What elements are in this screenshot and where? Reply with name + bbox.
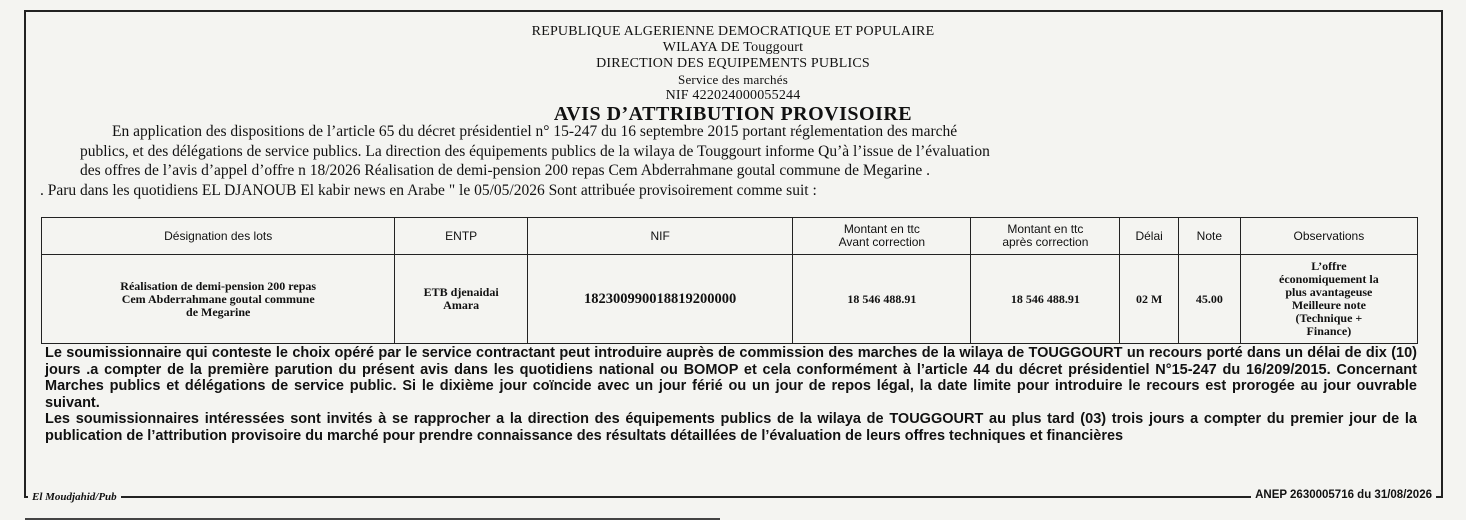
cell-montant-apres: 18 546 488.91 <box>971 255 1120 344</box>
anep-reference: ANEP 2630005716 du 31/08/2026 <box>1251 489 1436 501</box>
intro-paragraph <box>40 122 1430 200</box>
republic-heading: REPUBLIQUE ALGERIENNE DEMOCRATIQUE ET POPULAIRE <box>531 24 935 39</box>
obs-line3: plus avantageuse <box>1285 285 1373 299</box>
header-observations: Observations <box>1240 218 1417 255</box>
results-paragraph: Les soumissionnaires intéressées sont invités à se rapprocher a la direction des équipements publics de la wilaya de TOUGGOURT au plus tard (03) trois jours a compter du premier jour de la publication de l’attribution provisoire du marché pour prendre connaissance des résultats détaillées de l’évaluation de leurs offres techniques et financières <box>45 411 1417 444</box>
obs-line5: (Technique + <box>1295 311 1363 325</box>
recourse-paragraph: Le soumissionnaire qui conteste le choix opéré par le service contractant peut introduire auprès de commission des marches de la wilaya de TOUGGOURT un recours porté dans un délai de dix (10) jours .a compter de la première parution du présent avis dans les quotidiens national ou BOMOP et cela conformément à l’article 44 du décret présidentiel N°15-247 du 16/209/2015. Concernant Marches publics et délégations de service public. Si le dixième jour coïncide avec un jour férié ou un jour de repos légal, la date limite pour introduire le recours est prorogée au jour ouvrable suivant. <box>45 345 1417 411</box>
cell-montant-avant: 18 546 488.91 <box>793 255 971 344</box>
table-row <box>42 255 1418 344</box>
table-header-row <box>42 218 1418 255</box>
entp-line2: Amara <box>443 298 480 312</box>
attribution-table <box>41 217 1418 344</box>
header-montant-avant-line1: Montant en ttc <box>843 222 920 236</box>
header-montant-apres-line2: après correction <box>1002 235 1089 249</box>
intro-line-4: . Paru dans les quotidiens EL DJANOUB El kabir news en Arabe " le 05/05/2026 Sont attribuée provisoirement comme suit : <box>40 181 817 199</box>
header-designation: Désignation des lots <box>42 218 395 255</box>
header-note: Note <box>1178 218 1240 255</box>
cell-observations <box>1240 255 1417 344</box>
designation-line3: de Megarine <box>186 304 251 319</box>
header-montant-avant-line2: Avant correction <box>838 235 926 249</box>
cell-entp <box>395 255 528 344</box>
obs-line6: Finance) <box>1306 324 1352 338</box>
nif-heading: NIF 422024000055244 <box>665 88 801 103</box>
obs-line4: Meilleure note <box>1291 298 1366 312</box>
intro-line-2: publics, et des délégations de service publics. La direction des équipements publics de la wilaya de Touggourt informe Qu’à l’issue de l’évaluation <box>80 142 990 160</box>
header-montant-apres <box>971 218 1120 255</box>
cell-delai: 02 M <box>1120 255 1179 344</box>
intro-line-1: En application des dispositions de l’article 65 du décret présidentiel n° 15-247 du 16 septembre 2015 portant réglementation des marché <box>112 123 958 140</box>
designation-line1: Réalisation de demi-pension 200 repas <box>120 278 317 293</box>
entp-line1: ETB djenaidai <box>423 285 499 299</box>
cell-note: 45.00 <box>1178 255 1240 344</box>
intro-line-3: des offres de l’avis d’appel d’offre n 18/2026 Réalisation de demi-pension 200 repas Cem Abderrahmane goutal commune de Megarine . <box>80 162 930 179</box>
cell-nif: 182300990018819200000 <box>527 255 792 344</box>
wilaya-heading: WILAYA DE Touggourt <box>662 40 804 55</box>
designation-line2: Cem Abderrahmane goutal commune <box>121 291 315 306</box>
header-montant-avant <box>793 218 971 255</box>
header-entp: ENTP <box>395 218 528 255</box>
conditions-text <box>45 345 1417 444</box>
header-montant-apres-line1: Montant en ttc <box>1007 222 1084 236</box>
publisher-credit: El Moudjahid/Pub <box>28 491 121 503</box>
direction-heading: DIRECTION DES EQUIPEMENTS PUBLICS <box>596 56 870 71</box>
cell-designation <box>42 255 395 344</box>
obs-line1: L’offre <box>1311 259 1347 273</box>
notice-title: AVIS D’ATTRIBUTION PROVISOIRE <box>553 103 913 125</box>
header-nif: NIF <box>527 218 792 255</box>
header-delai: Délai <box>1120 218 1179 255</box>
obs-line2: économiquement la <box>1279 272 1379 286</box>
service-heading: Service des marchés <box>678 72 788 87</box>
